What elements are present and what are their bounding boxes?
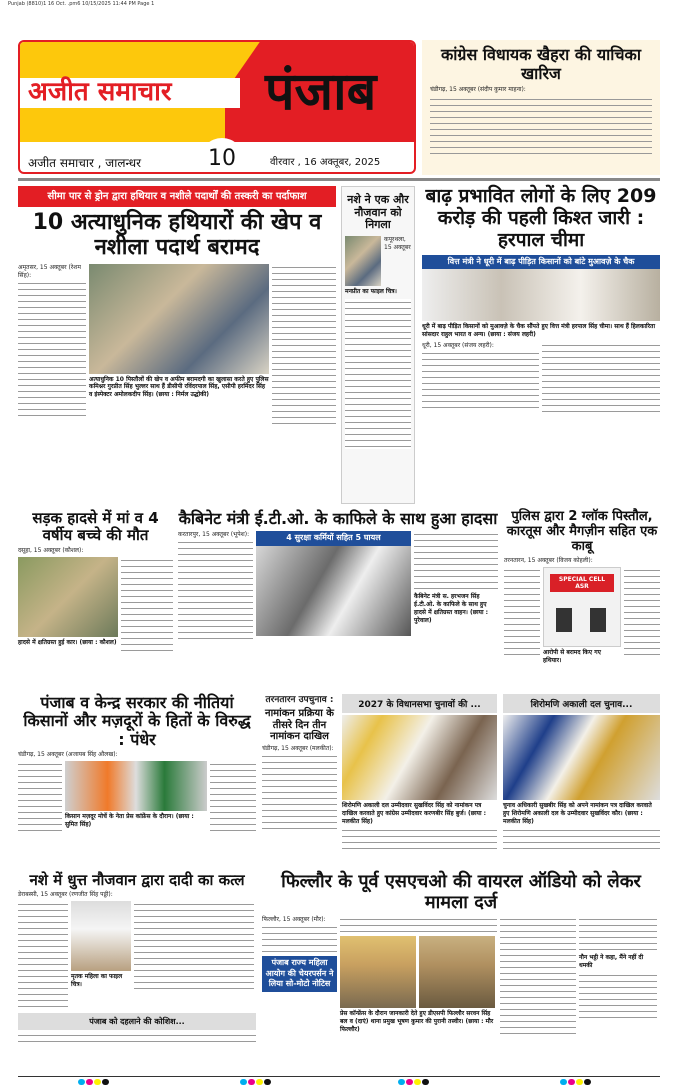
accident-caption: हादसे में क्षतिग्रस्त हुई कार। (छाया : कौशल) [18, 638, 117, 646]
filloor-banner: पंजाब राज्य महिला आयोग की चेयरपर्सन ने लिया सो-मोटो नोटिस [262, 956, 337, 991]
flood-banner: वित्त मंत्री ने धूरी में बाढ़ पीड़ित किसानों को बांटे मुआवज़े के चैक [422, 255, 660, 269]
print-slug: Punjab (8810)1 16 Oct. .pm6 10/15/2025 11:44 PM Page 1 [8, 1, 155, 7]
headline: कांग्रेस विधायक खैहरा की याचिका खारिज [440, 45, 641, 84]
filloor-headline: फिल्लौर के पूर्व एसएचओ की वायरल ऑडियो को लेकर मामला दर्ज [281, 871, 641, 913]
farmers-caption: किसान मज़दूर मोर्चे के नेता प्रेस कांफ्रेंस के दौरान। (छाया : सुमित सिंह) [65, 813, 194, 829]
convoy-banner: 4 सुरक्षा कर्मियों सहित 5 घायल [256, 531, 411, 545]
nomination-photo [342, 715, 497, 800]
body-text [18, 1032, 256, 1046]
body-text [430, 96, 652, 156]
page-number: 10 [200, 138, 244, 174]
police-photo [89, 264, 269, 374]
tarntaran-kicker: तरनतारन उपचुनाव : [265, 695, 334, 705]
issue-date: वीरवार , 16 अक्तूबर, 2025 [270, 157, 381, 168]
color-registration-marks [398, 1079, 429, 1085]
filloor-subhead: नौन भट्ठी ने कहा, मैंने नहीं दी धमकी [579, 954, 644, 970]
dsp-photo [340, 936, 416, 1008]
body-text [178, 539, 253, 639]
masthead [18, 40, 416, 174]
body-text [624, 567, 660, 657]
body-text [262, 753, 337, 833]
accident-dateline: दसूहा, 15 अक्तूबर (कौशल): [18, 546, 84, 554]
special-cell-sign: SPECIAL CELL ASR [550, 574, 614, 592]
body-text [134, 901, 254, 991]
flood-headline: बाढ़ प्रभावित लोगों के लिए 209 करोड़ की पहली किश्त जारी : हरपाल चीमा [425, 185, 657, 251]
lead-dateline: अमृतसर, 15 अक्तूबर (रेशम सिंह): [18, 263, 81, 279]
body-text [340, 916, 497, 934]
flood-caption: धूरी में बाढ़ पीड़ित किसानों को मुआवज़े के चैक सौंपते हुए वित्त मंत्री हरपाल सिंह चीमा। साथ हैं हिलकारिता सांसदार राहुल भारत व अन्य। (छाया : संजय लहरी) [422, 322, 656, 338]
shiromani-caption: चुनाव अधिकारी सुखबीर सिंह को अपने नामांकन पत्र दाखिल करवाते हुए शिरोमणि अकाली दल के उम्मीदवार सुखविंदर कौर। (छाया : मलकीत सिंह) [503, 802, 652, 825]
body-text [503, 827, 660, 851]
convoy-article [178, 510, 498, 639]
body-text [579, 972, 657, 1022]
convoy-dateline: करतारपुर, 15 अक्तूबर (भूपेश): [178, 531, 250, 539]
body-text [422, 350, 539, 410]
farmers-headline: पंजाब व केन्द्र सरकार की नीतियां किसानों और मज़दूरों के हितों के विरुद्ध : पंधेर [23, 693, 251, 749]
color-registration-marks [240, 1079, 271, 1085]
grandma-article [18, 872, 256, 1046]
body-text [504, 567, 540, 657]
grandma-dateline: डेराबस्सी, 15 अक्तूबर (रणजीत सिंह पड्डी): [18, 891, 113, 899]
glock-article [504, 510, 660, 665]
lead-caption: अत्याधुनिक 10 पिस्तौलों की खेप व अफीम बरामदगी का खुलासा करते हुए पुलिस कमिश्नर गुरप्रीत सिंह भुल्लर साथ हैं डीसीपी रविंदरपाल सिंह, एसीपी हरमिंदर सिंह व इंस्पेक्टर अमोलकदीप सिंह। (छाया : निर्मल उद्धोकी) [89, 375, 269, 399]
tarntaran-dateline: चंडीगढ़, 15 अक्तूबर (मलकीत): [262, 744, 334, 752]
crash-photo [256, 546, 411, 636]
glock-dateline: तरनतारन, 15 अक्तूबर (विजय कोहली): [504, 556, 593, 564]
divider [18, 178, 660, 181]
body-text [18, 901, 68, 1011]
color-registration-marks [78, 1079, 109, 1085]
farmers-photo [65, 761, 207, 811]
body-text [210, 761, 256, 836]
shiromani-header: शिरोमणि अकाली दल चुनाव... [503, 694, 660, 713]
photo-caption: मनप्रीत का फाइल चित्र। [345, 287, 397, 295]
tarntaran-article [262, 694, 337, 833]
accident-article [18, 510, 173, 652]
newspaper-name: अजीत समाचार [28, 77, 172, 107]
farmers-article [18, 694, 256, 836]
grandma-headline: नशे में धुत्त नौजवान द्वारा दादी का कत्ल [29, 871, 245, 889]
file-photo [345, 236, 381, 286]
pistol-icon [590, 608, 606, 632]
shiromani-article [503, 694, 660, 851]
convoy-caption: कैबिनेट मंत्री स. हरभजन सिंह ई.टी.ओ. के काफिले के साथ हुए हादसे में क्षतिग्रस्त वाहन। (छाया : पुरेवाल) [414, 593, 489, 624]
lead-banner: सीमा पार से ड्रोन द्वारा हथियार व नशीले पदार्थों की तस्करी का पर्दाफाश [18, 186, 336, 207]
sho-photo [419, 936, 495, 1008]
sidebar-dateline: कपूरथला, 15 अक्तूबर [384, 235, 411, 252]
bottom-rule [18, 1076, 660, 1077]
flood-article [422, 186, 660, 412]
flood-dateline: धूरी, 15 अक्तूबर (संजय लहरी): [422, 341, 494, 349]
lead-headline: 10 अत्याधुनिक हथियारों की खेप व नशीला पदार्थ बरामद [32, 210, 322, 261]
body-text [345, 299, 411, 449]
flood-photo [422, 269, 660, 321]
farmers-dateline: चंडीगढ़, 15 अक्तूबर (अजायब सिंह औलख): [18, 751, 118, 759]
grandma-caption: मृतक महिला का फाइल चित्र। [71, 973, 123, 989]
glock-caption: आरोपी से बरामद किए गए हथियार। [543, 648, 601, 664]
body-text [121, 557, 173, 652]
publisher: अजीत समाचार , जालन्धर [28, 156, 142, 170]
body-text [579, 916, 657, 952]
body-text [262, 924, 337, 954]
body-text [272, 264, 336, 424]
dateline: चंडीगढ़, 15 अक्तूबर (संदीप कुमार माहना): [430, 86, 526, 94]
accident-headline: सड़क हादसे में मां व 4 वर्षीय बच्चे की मौत [32, 509, 159, 545]
pistol-icon [556, 608, 572, 632]
color-registration-marks [560, 1079, 591, 1085]
grandma-subhead: पंजाब को दहलाने की कोशिश... [18, 1013, 256, 1030]
filloor-article [262, 872, 660, 1036]
victim-photo [71, 901, 131, 971]
edition-name: पंजाब [265, 62, 377, 122]
body-text [542, 342, 660, 412]
body-text [414, 531, 498, 591]
body-text [500, 916, 576, 1036]
convoy-headline: कैबिनेट मंत्री ई.टी.ओ. के काफिले के साथ हुआ हादसा [178, 509, 498, 528]
body-text [18, 761, 62, 836]
elections2027-article [342, 694, 497, 851]
body-text [18, 280, 86, 420]
elections2027-caption: शिरोमणि अकाली दल उम्मीदवार सुखविंदर सिंह को नामांकन पत्र दाखिल करवाते हुए कांग्रेस उम्मीदवार करणबीर सिंह बुर्ज। (छाया : मलकीत सिंह) [342, 802, 487, 825]
filloor-dateline: फिल्लौर, 15 अक्तूबर (मौर): [262, 916, 326, 924]
sidebar-article [341, 186, 415, 504]
accident-photo [18, 557, 118, 637]
glock-headline: पुलिस द्वारा 2 ग्लॉक पिस्तौल, कारतूस और मैगज़ीन सहित एक काबू [506, 509, 658, 554]
body-text [342, 827, 497, 851]
khaira-article [422, 40, 660, 175]
filloor-caption: प्रेस कॉन्फ्रेंस के दौरान जानकारी देते हुए डीएसपी फिल्लौर सरवन सिंह बल व (दाएं) थाना प्रमुख भूषण कुमार की पुरानी तस्वीर। (छाया : मौर फिल्लौर) [340, 1010, 494, 1033]
shiromani-photo [503, 715, 660, 800]
weapons-photo [543, 567, 621, 647]
lead-article [18, 186, 336, 424]
sidebar-headline: नशे ने एक और नौजवान को निगला [347, 193, 409, 232]
tarntaran-headline: नामांकन प्रक्रिया के तीसरे दिन तीन नामांकन दाखिल [265, 708, 334, 743]
elections2027-header: 2027 के विधानसभा चुनावों की ... [342, 694, 497, 713]
